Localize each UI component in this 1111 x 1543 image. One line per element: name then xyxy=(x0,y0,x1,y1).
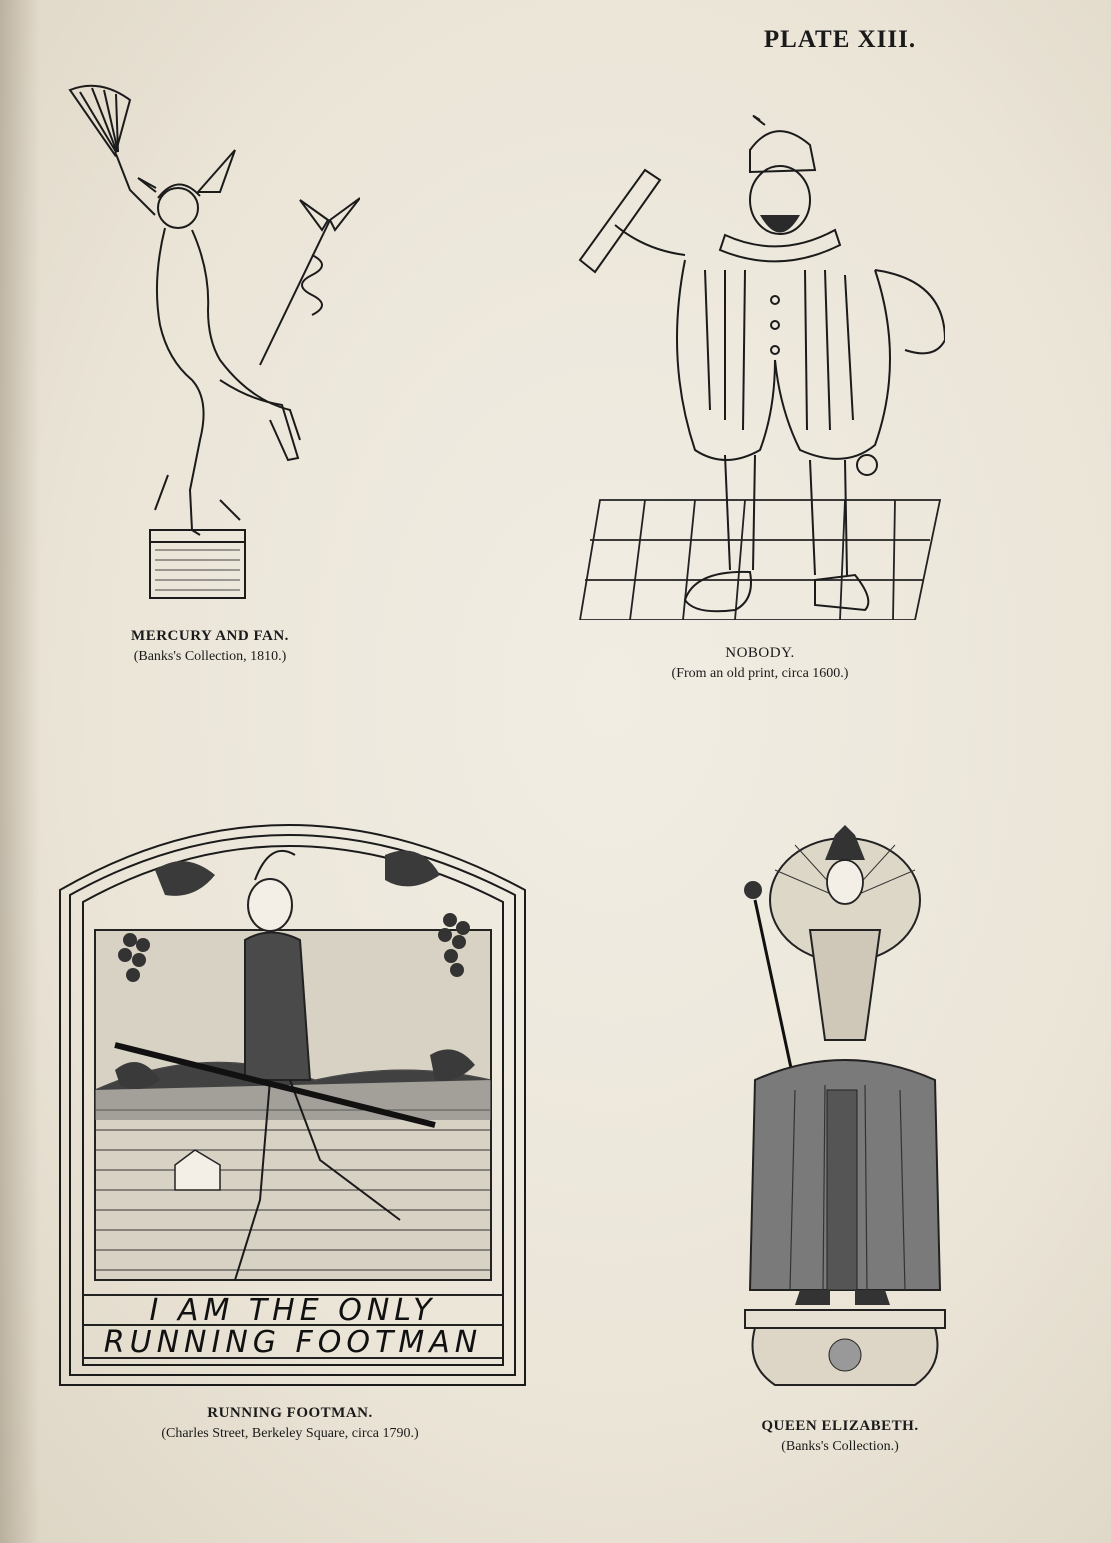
mercury-illustration xyxy=(60,80,360,610)
page-gutter-shadow xyxy=(0,0,40,1543)
mercury-source: (Banks's Collection, 1810.) xyxy=(133,649,287,664)
queen-elizabeth-caption xyxy=(700,1418,980,1455)
queen-elizabeth-title: QUEEN ELIZABETH. xyxy=(761,1418,919,1434)
queen-elizabeth-illustration xyxy=(735,820,950,1390)
nobody-title: NOBODY. xyxy=(725,645,795,661)
mercury-caption xyxy=(60,628,360,665)
queen-elizabeth-source: (Banks's Collection.) xyxy=(781,1439,899,1454)
footman-title: RUNNING FOOTMAN. xyxy=(207,1405,373,1421)
footman-source: (Charles Street, Berkeley Square, circa 1790.) xyxy=(161,1426,419,1441)
footman-caption xyxy=(65,1405,515,1442)
mercury-title: MERCURY AND FAN. xyxy=(131,628,289,644)
nobody-illustration xyxy=(575,110,945,620)
nobody-caption xyxy=(610,645,910,682)
plate-title: PLATE XIII. xyxy=(763,26,917,53)
sign-line-2: RUNNING FOOTMAN xyxy=(103,1325,483,1360)
footman-sign-illustration xyxy=(55,780,530,1390)
sign-line-1: I AM THE ONLY xyxy=(149,1293,437,1328)
nobody-source: (From an old print, circa 1600.) xyxy=(671,666,849,681)
